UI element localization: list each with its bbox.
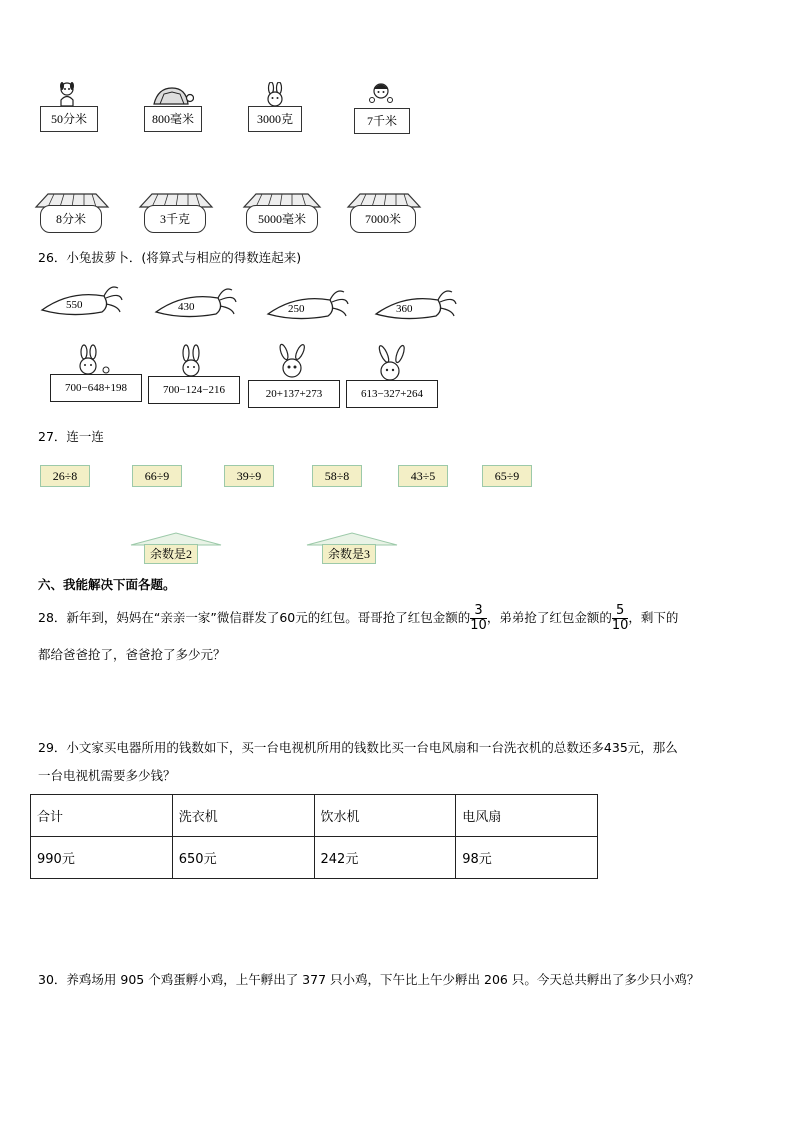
house-sign-4: 7000米 — [350, 205, 416, 233]
division-card-5: 43÷5 — [398, 465, 448, 487]
q27-title: 27．连一连 — [38, 429, 104, 444]
q26-title: 26．小兔拔萝卜．(将算式与相应的得数连起来) — [38, 250, 302, 265]
house-sign-2: 3千克 — [144, 205, 206, 233]
carrot-label: 250 — [288, 303, 305, 315]
child-icon — [366, 80, 396, 110]
table-cell: 242元 — [314, 837, 456, 879]
remainder-box-2: 余数是3 — [322, 544, 376, 564]
appliance-price-table — [30, 794, 598, 879]
division-card-3: 39÷9 — [224, 465, 274, 487]
table-row — [31, 795, 598, 837]
dog-icon — [52, 78, 82, 108]
q30-text: 30．养鸡场用 905 个鸡蛋孵小鸡，上午孵出了 377 只小鸡，下午比上午少孵出 206 只。今天总共孵出了多少只小鸡？ — [38, 972, 700, 987]
table-cell: 98元 — [456, 837, 598, 879]
carrot-icon — [374, 286, 458, 324]
fraction-numerator: 3 — [470, 604, 487, 619]
rabbit-icon — [66, 344, 116, 376]
fraction-denominator: 10 — [470, 618, 487, 633]
q28-text-b: 元的红包。哥哥抢了红包金额的 — [295, 610, 471, 625]
turtle-icon — [148, 84, 194, 108]
carrot-label: 360 — [396, 303, 413, 315]
rabbit-expression-2: 700−124−216 — [148, 376, 240, 404]
q29-text-a: 29．小文家买电器所用的钱数如下，买一台电视机所用的钱数比买一台电风扇和一台洗衣机的总数还多 — [38, 740, 604, 755]
table-header-cell: 饮水机 — [314, 795, 456, 837]
table-cell: 990元 — [31, 837, 173, 879]
rabbit-expression-4: 613−327+264 — [346, 380, 438, 408]
house-sign-3: 5000毫米 — [246, 205, 318, 233]
division-card-2: 66÷9 — [132, 465, 182, 487]
fraction-numerator: 5 — [612, 604, 629, 619]
division-card-1: 26÷8 — [40, 465, 90, 487]
rabbit-expression-1: 700−648+198 — [50, 374, 142, 402]
q28-line2: 都给爸爸抢了，爸爸抢了多少元？ — [38, 647, 226, 662]
house-sign-1: 8分米 — [40, 205, 102, 233]
carrot-icon — [154, 284, 238, 322]
q29-text-c: 元，那么 — [627, 740, 678, 755]
unit-sign-4: 7千米 — [354, 108, 410, 134]
q29-line1 — [38, 738, 678, 758]
fraction-denominator: 10 — [611, 618, 629, 633]
carrot-icon — [266, 286, 350, 324]
table-header-cell: 洗衣机 — [172, 795, 314, 837]
q29-line2: 一台电视机需要多少钱？ — [38, 768, 176, 783]
rabbit-icon — [174, 344, 208, 378]
q29-number: 435 — [603, 740, 628, 755]
unit-sign-3: 3000克 — [248, 106, 302, 132]
q28-text-d: ，剩下的 — [628, 610, 679, 625]
rabbit-expression-3: 20+137+273 — [248, 380, 340, 408]
division-card-6: 65÷9 — [482, 465, 532, 487]
q28-line1 — [38, 604, 678, 640]
table-cell: 650元 — [172, 837, 314, 879]
q28-fraction-2 — [612, 604, 629, 633]
table-header-cell: 合计 — [31, 795, 173, 837]
carrot-label: 430 — [178, 301, 195, 313]
rabbit-icon — [262, 82, 288, 108]
rabbit-icon — [368, 344, 414, 382]
carrot-icon — [40, 282, 124, 320]
q28-amount: 60 — [279, 610, 296, 625]
rabbit-icon — [272, 342, 312, 380]
table-header-cell: 电风扇 — [456, 795, 598, 837]
remainder-box-1: 余数是2 — [144, 544, 198, 564]
unit-sign-1: 50分米 — [40, 106, 98, 132]
division-card-4: 58÷8 — [312, 465, 362, 487]
section-heading: 六、我能解决下面各题。 — [38, 577, 176, 592]
unit-sign-2: 800毫米 — [144, 106, 202, 132]
carrot-label: 550 — [66, 299, 83, 311]
q28-text-c: ，弟弟抢了红包金额的 — [486, 610, 612, 625]
q28-fraction-1 — [470, 604, 487, 633]
table-row — [31, 837, 598, 879]
q28-text-a: 28．新年到，妈妈在“亲亲一家”微信群发了 — [38, 610, 280, 625]
